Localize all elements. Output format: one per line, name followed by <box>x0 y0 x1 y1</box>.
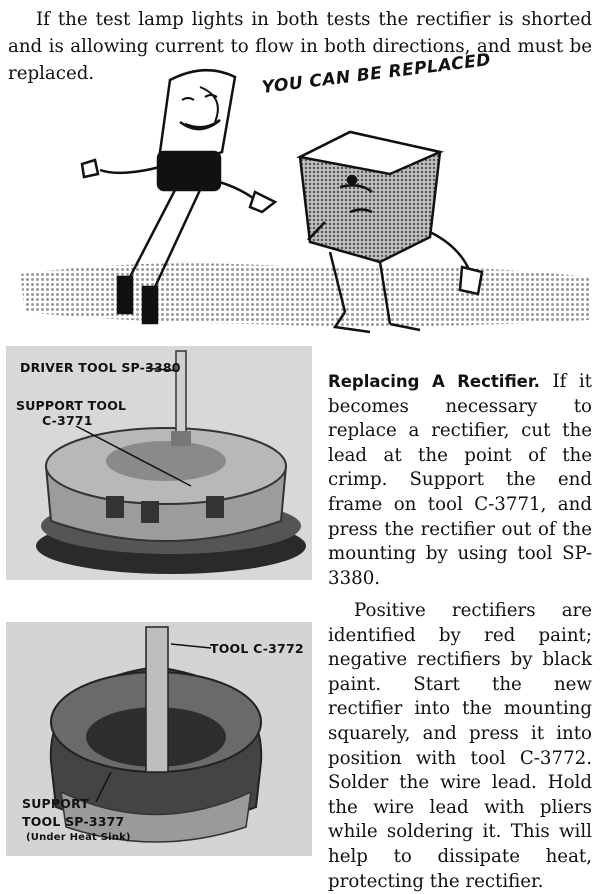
callout-support-line2: TOOL SP-3377 <box>22 814 125 829</box>
callout-support-note: (Under Heat Sink) <box>26 832 131 843</box>
callout-driver-tool: DRIVER TOOL SP-3380 <box>20 360 181 375</box>
callout-support-line1: SUPPORT <box>22 796 90 811</box>
section-rectifier-paint-install: Positive rectifiers are identified by red paint; negative rectifiers by black paint. Start the new rectifier into the mounting squarely, and press it into position with tool C-3772. Solder the wire lead. Hold the wire lead with pliers while soldering it. This will help to dissipate heat, protecting the rectifier. <box>328 600 592 892</box>
figure-end-frame-photo <box>6 346 312 580</box>
section-body: If it becomes necessary to replace a rectifier, cut the lead at the point of the crimp. Support the end frame on tool C-3771, and press the rectifier out of the mounting by using tool SP-3380. <box>328 371 592 589</box>
callout-support-tool-line1: SUPPORT TOOL <box>16 398 127 413</box>
callout-support-tool-line2: C-3771 <box>42 413 93 428</box>
intro-paragraph: If the test lamp lights in both tests the rectifier is shorted and is allowing current to flow in both directions, and must be replaced. <box>8 9 592 84</box>
end-frame-drawing <box>6 346 312 580</box>
section-heading: Replacing A Rectifier. <box>328 372 540 391</box>
cartoon-illustration <box>0 62 600 340</box>
speech-text: YOU CAN BE REPLACED <box>260 49 492 98</box>
section-replacing-rectifier <box>328 370 592 591</box>
callout-tool-c3772: TOOL C-3772 <box>210 641 304 656</box>
ground-shading <box>20 263 590 326</box>
figure-stator-photo <box>6 622 312 856</box>
